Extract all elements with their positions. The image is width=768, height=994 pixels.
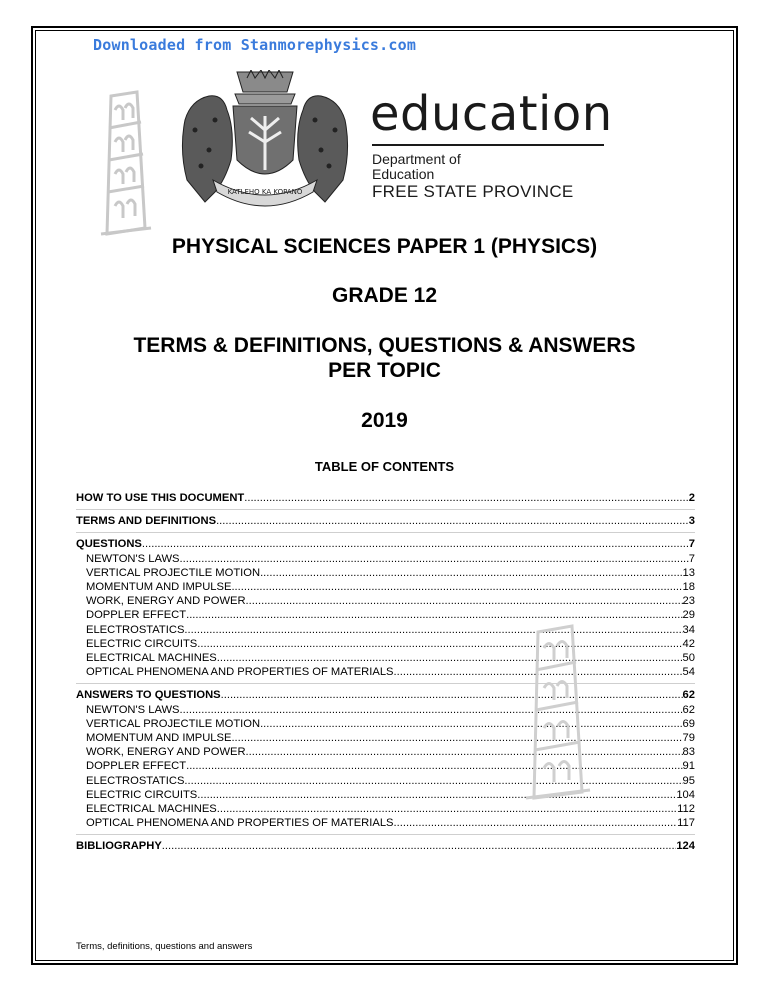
toc-entry-label: NEWTON'S LAWS [86,552,180,565]
toc-leader-dots [260,566,682,580]
toc-entry-topic[interactable] [76,703,695,717]
coat-of-arms-logo [165,70,365,210]
toc-entry-label: HOW TO USE THIS DOCUMENT [76,492,245,504]
toc-entry-label: BIBLIOGRAPHY [76,840,162,853]
toc-entry-topic[interactable] [76,816,695,830]
toc-entry-page: 104 [676,788,695,801]
dept-line-1: Department of [372,151,461,167]
toc-leader-dots [197,637,682,651]
motto-text: KATLEHO KA KOPANO [227,188,303,196]
toc-leader-dots [180,552,689,566]
toc-entry-topic[interactable] [76,788,695,802]
toc-entry-page: 7 [688,552,695,565]
toc-entry-label: ELECTROSTATICS [86,774,185,787]
toc-heading: TABLE OF CONTENTS [314,459,455,474]
table-of-contents [76,491,695,854]
toc-entry-section[interactable] [76,839,695,853]
toc-entry-topic[interactable] [76,759,695,773]
toc-leader-dots [180,703,683,717]
province-name: FREE STATE PROVINCE [372,182,574,201]
toc-separator [76,532,695,533]
toc-entry-label: MOMENTUM AND IMPULSE [86,581,232,594]
toc-entry-label: ELECTRIC CIRCUITS [86,788,198,801]
toc-entry-page: 62 [682,703,695,716]
description-title-line-2: PER TOPIC [328,359,441,382]
toc-entry-label: VERTICAL PROJECTILE MOTION [86,717,261,730]
toc-entry-label: ELECTROSTATICS [86,623,185,636]
toc-separator [76,509,695,510]
toc-entry-topic[interactable] [76,594,695,608]
education-wordmark [370,86,613,201]
toc-leader-dots [186,759,682,773]
toc-entry-label: MOMENTUM AND IMPULSE [86,732,232,745]
toc-entry-page: 83 [682,746,695,759]
toc-entry-label: TERMS AND DEFINITIONS [76,515,217,528]
toc-entry-section[interactable] [76,491,695,505]
toc-leader-dots [162,839,677,853]
toc-entry-label: VERTICAL PROJECTILE MOTION [86,566,261,579]
toc-entry-topic[interactable] [76,717,695,731]
dept-line-2: Education [372,166,435,182]
wordmark-rule [372,144,604,146]
toc-leader-dots [217,651,683,665]
toc-entry-topic[interactable] [76,802,695,816]
toc-entry-page: 18 [682,581,695,594]
toc-entry-label: WORK, ENERGY AND POWER [86,595,246,608]
toc-entry-section[interactable] [76,514,695,528]
toc-entry-topic[interactable] [76,665,695,679]
toc-entry-page: 91 [682,760,695,773]
tower-watermark-icon [518,622,596,802]
toc-leader-dots [217,802,677,816]
toc-separator [76,834,695,835]
toc-entry-label: WORK, ENERGY AND POWER [86,746,246,759]
toc-leader-dots [216,514,689,528]
toc-leader-dots [184,774,682,788]
source-watermark[interactable]: Downloaded from Stanmorephysics.com [93,36,417,54]
toc-entry-topic[interactable] [76,731,695,745]
toc-entry-page: 54 [682,666,695,679]
toc-leader-dots [260,717,682,731]
toc-entry-topic[interactable] [76,745,695,759]
toc-entry-label: OPTICAL PHENOMENA AND PROPERTIES OF MATERIALS [86,817,394,830]
toc-entry-label: DOPPLER EFFECT [86,760,187,773]
toc-leader-dots [142,537,689,551]
toc-separator [76,683,695,684]
toc-entry-label: DOPPLER EFFECT [86,609,187,622]
subject-title: PHYSICAL SCIENCES PAPER 1 (PHYSICS) [171,235,598,258]
education-word: education [370,86,613,142]
toc-entry-topic[interactable] [76,608,695,622]
toc-entry-label: QUESTIONS [76,538,142,551]
toc-entry-page: 124 [676,840,695,853]
toc-leader-dots [244,491,689,505]
toc-entry-page: 34 [682,623,695,636]
toc-entry-page: 117 [677,817,695,830]
toc-leader-dots [246,594,683,608]
toc-entry-topic[interactable] [76,623,695,637]
toc-entry-topic[interactable] [76,552,695,566]
toc-leader-dots [221,688,683,702]
grade-title: GRADE 12 [331,284,438,307]
toc-entry-label: ELECTRIC CIRCUITS [86,637,198,650]
toc-entry-label: ELECTRICAL MACHINES [86,803,217,816]
toc-entry-topic[interactable] [76,566,695,580]
toc-leader-dots [184,623,682,637]
toc-entry-page: 7 [688,538,695,551]
toc-entry-page: 95 [682,774,695,787]
description-title-line-1: TERMS & DEFINITIONS, QUESTIONS & ANSWERS [133,334,636,357]
toc-entry-label: NEWTON'S LAWS [86,703,180,716]
page-footer: Terms, definitions, questions and answers [76,941,253,952]
toc-entry-topic[interactable] [76,637,695,651]
year-title: 2019 [361,409,408,432]
toc-leader-dots [231,731,682,745]
toc-entry-label: OPTICAL PHENOMENA AND PROPERTIES OF MATERIALS [86,666,394,679]
toc-entry-label: ANSWERS TO QUESTIONS [76,689,221,702]
toc-leader-dots [394,816,678,830]
toc-leader-dots [197,788,676,802]
toc-leader-dots [231,580,682,594]
toc-entry-page: 23 [682,595,695,608]
toc-entry-section[interactable] [76,688,695,702]
toc-entry-page: 50 [682,652,695,665]
toc-entry-page: 2 [688,492,695,504]
toc-entry-page: 112 [677,803,695,816]
toc-entry-topic[interactable] [76,651,695,665]
toc-entry-page: 13 [682,566,695,579]
toc-entry-page: 29 [682,609,695,622]
toc-entry-page: 3 [688,515,695,528]
toc-entry-page: 62 [682,689,695,702]
toc-entry-page: 42 [682,637,695,650]
toc-entry-topic[interactable] [76,774,695,788]
toc-entry-page: 69 [682,717,695,730]
toc-leader-dots [186,608,682,622]
toc-entry-section[interactable] [76,537,695,551]
toc-entry-topic[interactable] [76,580,695,594]
tower-watermark-icon [93,88,157,238]
toc-entry-label: ELECTRICAL MACHINES [86,652,217,665]
toc-leader-dots [246,745,683,759]
toc-entry-page: 79 [682,732,695,745]
